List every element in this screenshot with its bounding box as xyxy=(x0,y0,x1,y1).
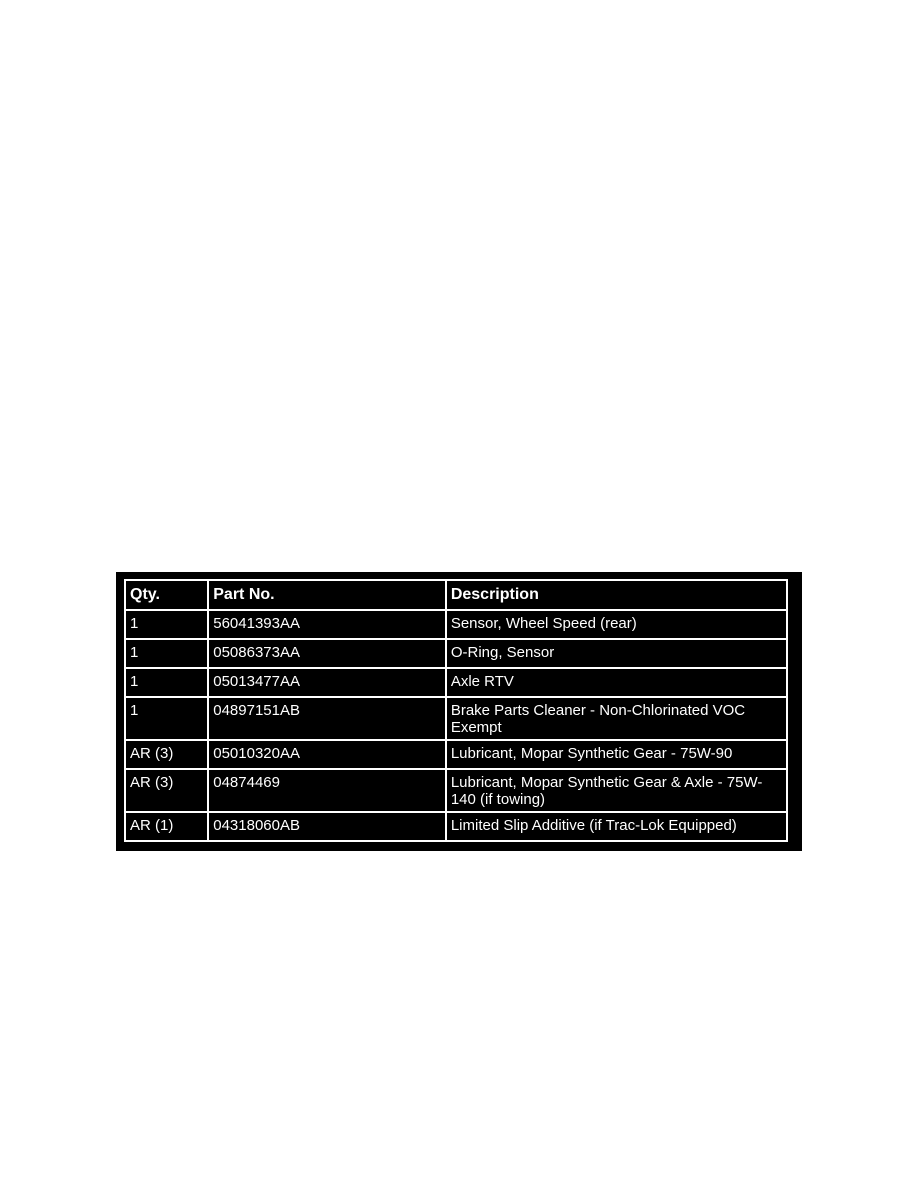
table-row xyxy=(125,668,787,697)
part-no-cell: 05010320AA xyxy=(208,740,446,769)
table-row xyxy=(125,697,787,740)
table-row xyxy=(125,812,787,841)
qty-cell: 1 xyxy=(125,639,208,668)
column-header-qty: Qty. xyxy=(125,580,208,610)
table-header-row xyxy=(125,580,787,610)
qty-cell: AR (3) xyxy=(125,769,208,812)
description-cell: Sensor, Wheel Speed (rear) xyxy=(446,610,787,639)
part-no-cell: 05086373AA xyxy=(208,639,446,668)
column-header-description: Description xyxy=(446,580,787,610)
part-no-cell: 05013477AA xyxy=(208,668,446,697)
qty-cell: 1 xyxy=(125,668,208,697)
qty-cell: AR (3) xyxy=(125,740,208,769)
description-cell: Axle RTV xyxy=(446,668,787,697)
table-row xyxy=(125,769,787,812)
qty-cell: 1 xyxy=(125,610,208,639)
description-cell: Brake Parts Cleaner - Non-Chlorinated VOC Exempt xyxy=(446,697,787,740)
description-cell: O-Ring, Sensor xyxy=(446,639,787,668)
description-cell: Lubricant, Mopar Synthetic Gear - 75W-90 xyxy=(446,740,787,769)
part-no-cell: 56041393AA xyxy=(208,610,446,639)
description-cell: Lubricant, Mopar Synthetic Gear & Axle - 75W-140 (if towing) xyxy=(446,769,787,812)
qty-cell: AR (1) xyxy=(125,812,208,841)
column-header-part-no: Part No. xyxy=(208,580,446,610)
part-no-cell: 04897151AB xyxy=(208,697,446,740)
table-row xyxy=(125,610,787,639)
table-row xyxy=(125,740,787,769)
table-row xyxy=(125,639,787,668)
parts-table-panel xyxy=(116,572,802,851)
description-cell: Limited Slip Additive (if Trac-Lok Equipped) xyxy=(446,812,787,841)
parts-table xyxy=(124,579,788,842)
part-no-cell: 04874469 xyxy=(208,769,446,812)
qty-cell: 1 xyxy=(125,697,208,740)
part-no-cell: 04318060AB xyxy=(208,812,446,841)
